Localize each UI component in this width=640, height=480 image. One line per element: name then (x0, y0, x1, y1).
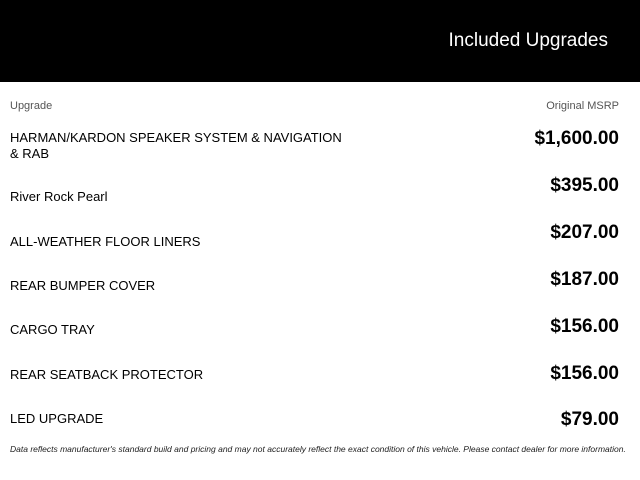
page-title: Included Upgrades (448, 30, 608, 51)
upgrade-name: River Rock Pearl (10, 189, 108, 204)
upgrade-name: HARMAN/KARDON SPEAKER SYSTEM & NAVIGATION & RAB (10, 130, 342, 161)
upgrade-row (0, 175, 640, 219)
upgrade-price: $1,600.00 (534, 128, 619, 149)
upgrade-price: $187.00 (550, 269, 619, 290)
upgrade-row (0, 128, 640, 172)
upgrade-row (0, 316, 640, 360)
upgrade-name: CARGO TRAY (10, 322, 95, 337)
upgrade-row (0, 222, 640, 266)
upgrade-price: $156.00 (550, 316, 619, 337)
upgrade-price: $207.00 (550, 222, 619, 243)
upgrade-row (0, 363, 640, 407)
upgrade-name: ALL-WEATHER FLOOR LINERS (10, 234, 201, 249)
upgrade-name: REAR BUMPER COVER (10, 278, 156, 293)
upgrade-name: LED UPGRADE (10, 411, 104, 426)
upgrade-name: REAR SEATBACK PROTECTOR (10, 367, 204, 382)
upgrade-price: $395.00 (550, 175, 619, 196)
header-bar (0, 0, 640, 82)
upgrade-price: $156.00 (550, 363, 619, 384)
disclaimer-text: Data reflects manufacturer's standard build and pricing and may not accurately reflect the exact condition of this vehicle. Please contact dealer for more information. (10, 444, 626, 454)
upgrade-price: $79.00 (560, 409, 619, 430)
upgrade-row (0, 269, 640, 313)
column-header-upgrade: Upgrade (10, 100, 53, 112)
column-header-msrp: Original MSRP (546, 100, 619, 112)
